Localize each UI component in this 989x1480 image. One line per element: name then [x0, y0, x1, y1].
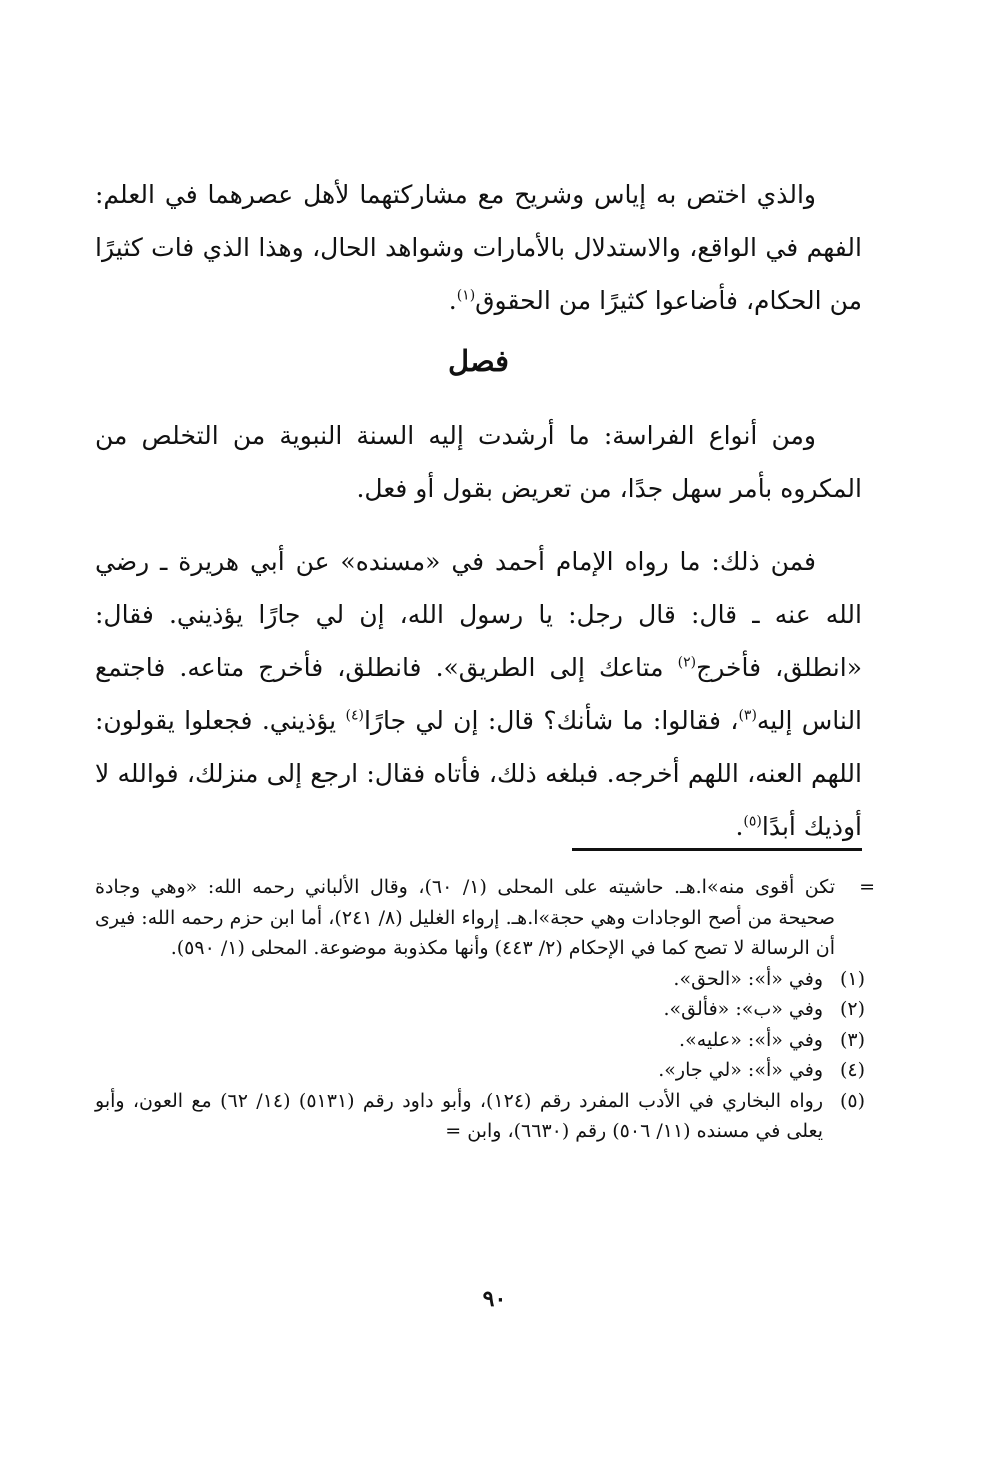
footnote-ref-1[interactable]: (١): [456, 287, 476, 304]
footnote-1: [95, 964, 875, 995]
paragraph-1-text: والذي اختص به إياس وشريح مع مشاركتهما لأهل عصرهما في العلم: الفهم في الواقع، والاستدلال بالأمارات وشواهد الحال، وهذا الذي فات كثيرًا من الحكام، فأضاعوا كثيرًا من الحقوق: [95, 180, 862, 315]
footnote-ref-3[interactable]: (٣): [738, 707, 757, 724]
footnote-ref-5[interactable]: (٥): [743, 813, 762, 830]
footnote-number: (٥): [839, 1089, 865, 1112]
footnote-4: [95, 1055, 875, 1086]
footnote-text: وفي «أ»: «لي جار».: [658, 1059, 823, 1081]
paragraph-1-end: .: [448, 286, 457, 315]
footnote-ref-2[interactable]: (٢): [677, 654, 697, 671]
paragraph-3-text-d: يؤذيني. فجعلوا يقولون: اللهم العنه، اللهم أخرجه. فبلغه ذلك، فأتاه فقال: ارجع إلى منزلك، فوالله لا أوذيك أبدًا: [95, 706, 862, 841]
footnote-text: وفي «أ»: «الحق».: [673, 967, 823, 990]
footnote-text: وفي «ب»: «فألق».: [663, 998, 823, 1020]
footnote-text: رواه البخاري في الأدب المفرد رقم (١٢٤)، وأبو داود رقم (٥١٣١) (١٤/ ٦٢) مع العون، وأبو يعلى في مسنده (١١/ ٥٠٦) رقم (٦٦٣٠)، وابن =: [95, 1089, 824, 1142]
main-text: [95, 168, 862, 853]
paragraph-3-text-b: متاعك إلى الطريق». فانطلق، فأخرج متاعه. فاجتمع الناس إليه: [95, 653, 863, 735]
continuation-text: تكن أقوى منه»ا.هـ. حاشيته على المحلى (١/ ٦٠)، وقال الألباني رحمه الله: «وهي وجادة صحيحة من أصح الوجادات وهي حجة»ا.هـ. إرواء الغليل (٨/ ٢٤١)، أما ابن حزم رحمه الله: فيرى أن الرسالة لا تصح كما في الإحكام (٢/ ٤٤٣) وأنها مكذوبة موضوعة. المحلى (١/ ٥٩٠).: [95, 876, 835, 959]
continuation-marker: =: [859, 876, 875, 898]
paragraph-3-text-c: ، فقالوا: ما شأنك؟ قال: إن لي جارًا: [363, 706, 739, 735]
paragraph-1: [95, 168, 862, 331]
footnote-continuation: [95, 872, 875, 964]
footnote-2: [95, 994, 875, 1025]
section-heading: فصل: [448, 344, 509, 378]
footnote-number: (٤): [839, 1059, 865, 1081]
footnote-number: (٣): [839, 1028, 865, 1051]
footnote-text: وفي «أ»: «عليه».: [679, 1028, 823, 1051]
paragraph-2: ومن أنواع الفراسة: ما أرشدت إليه السنة النبوية من التخلص من المكروه بأمر سهل جدًا، من تعريض بقول أو فعل.: [95, 421, 862, 503]
footnote-ref-4[interactable]: (٤): [345, 707, 364, 724]
paragraph-3-text-a: فمن ذلك: ما رواه الإمام أحمد في «مسنده» عن أبي هريرة ـ رضي الله عنه ـ قال: قال رجل: يا رسول الله، إن لي جارًا يؤذيني. فقال: «انطلق، فأخرج: [95, 547, 863, 682]
footnote-separator: [572, 848, 862, 851]
footnote-3: [95, 1025, 875, 1056]
footnotes: [95, 872, 875, 1147]
paragraph-3: [95, 535, 862, 853]
page-number: ٩٠: [482, 1286, 507, 1312]
footnote-number: (١): [839, 967, 865, 990]
paragraph-3-end: .: [735, 812, 744, 841]
footnote-5: [95, 1086, 875, 1147]
footnote-number: (٢): [839, 998, 865, 1020]
